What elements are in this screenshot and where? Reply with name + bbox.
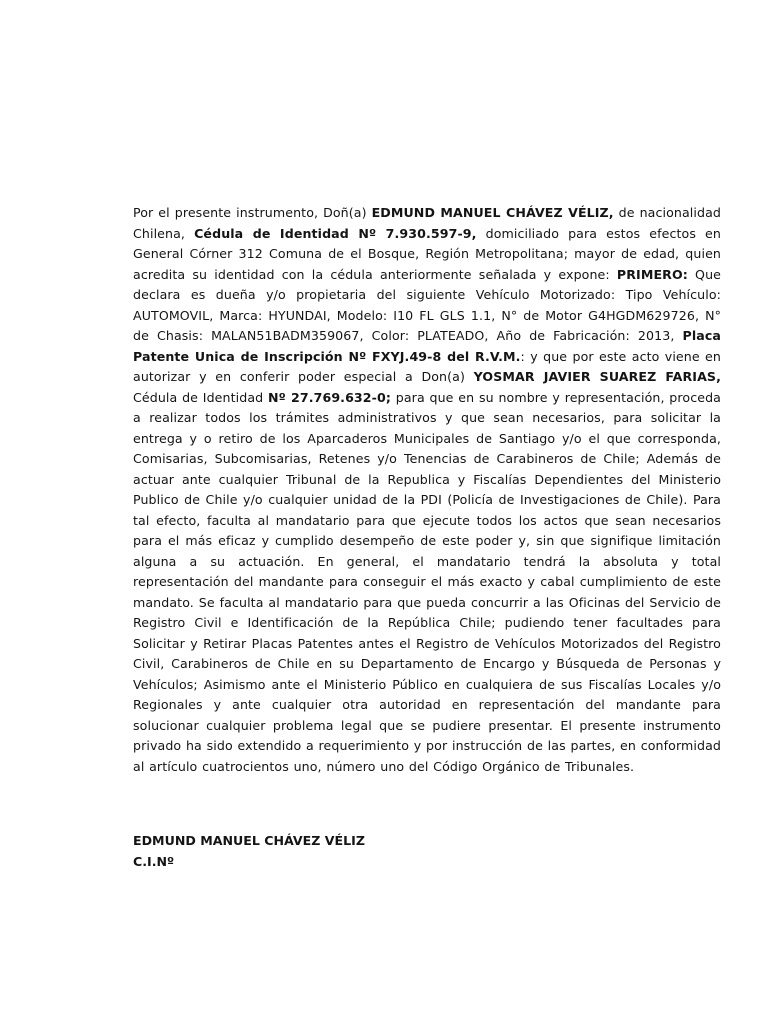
body-segment: para que en su nombre y representación, proceda a realizar todos los trámites administrativos y que sean necesarios, para solicitar la entrega y o retiro de los Aparcaderos Municipales de Santiago y/o el que corresponda, Comisarias, Subcomisarias, Retenes y/o Tenencias de Carabineros de Chile; Además de actuar ante cualquier Tribunal de la Republica y Fiscalías Dependientes del Ministerio Publico de Chile y/o cualquier unidad de la PDI (Policía de Investigaciones de Chile). Para tal efecto, faculta al mandatario para que ejecute todos los actos que sean necesarios para el más eficaz y cumplido desempeño de este poder y, sin que signifique limitación alguna a su actuación. En general, el mandatario tendrá la absoluta y total representación del mandante para conseguir el más exacto y cabal cumplimiento de este mandato. Se faculta al mandatario para que pueda concurrir a las Oficinas del Servicio de Registro Civil e Identificación de la República Chile; pudiendo tener facultades para Solicitar y Retirar Placas Patentes antes el Registro de Vehículos Motorizados del Registro Civil, Carabineros de Chile en su Departamento de Encargo y Búsqueda de Personas y Vehículos; Asimismo ante el Ministerio Público en cualquiera de sus Fiscalías Locales y/o Regionales y ante cualquier otra autoridad en representación del mandante para solucionar cualquier problema legal que se pudiere presentar. El presente instrumento privado ha sido extendido a requerimiento y por instrucción de las partes, en conformidad al artículo cuatrocientos uno, número uno del Código Orgánico de Tribunales. — [133, 389, 721, 774]
attorney-id: Nº 27.769.632-0; — [268, 389, 391, 405]
attorney-name: YOSMAR JAVIER SUAREZ FARIAS, — [473, 369, 721, 384]
clause-primero: PRIMERO: — [616, 266, 688, 282]
body-segment: de nacionalidad Chilena, — [133, 205, 722, 241]
document-body — [133, 203, 721, 777]
signature-name: EDMUND MANUEL CHÁVEZ VÉLIZ — [133, 833, 365, 848]
grantor-name: EDMUND MANUEL CHÁVEZ VÉLIZ, — [371, 205, 614, 220]
body-segment: domiciliado para estos efectos en General Córner 312 Comuna de el Bosque, Región Metropolitana; mayor de edad, quien acredita su identidad con la cédula anteriormente señalada y expone: — [133, 225, 721, 282]
body-segment: Que declara es dueña y/o propietaria del siguiente Vehículo Motorizado: Tipo Vehículo: AUTOMOVIL, Marca: HYUNDAI, Modelo: I10 FL GLS 1.1, N° de Motor G4HGDM629726, N° de Chasis: MALAN51BADM359067, Color: PLATEADO, Año de Fabricación: 2013, — [133, 266, 721, 343]
body-segment: Cédula de Identidad — [133, 389, 269, 405]
signature-id-label: C.I.Nº — [133, 853, 175, 869]
grantor-id: Cédula de Identidad Nº 7.930.597-9, — [194, 225, 477, 241]
body-segment: Por el presente instrumento, Doñ(a) — [133, 205, 372, 220]
body-segment: : y que por este acto viene en autorizar y en conferir poder especial a Don(a) — [133, 348, 721, 384]
signature-block — [133, 831, 365, 872]
license-plate: Placa Patente Unica de Inscripción Nº FXYJ.49-8 del R.V.M. — [133, 328, 721, 364]
